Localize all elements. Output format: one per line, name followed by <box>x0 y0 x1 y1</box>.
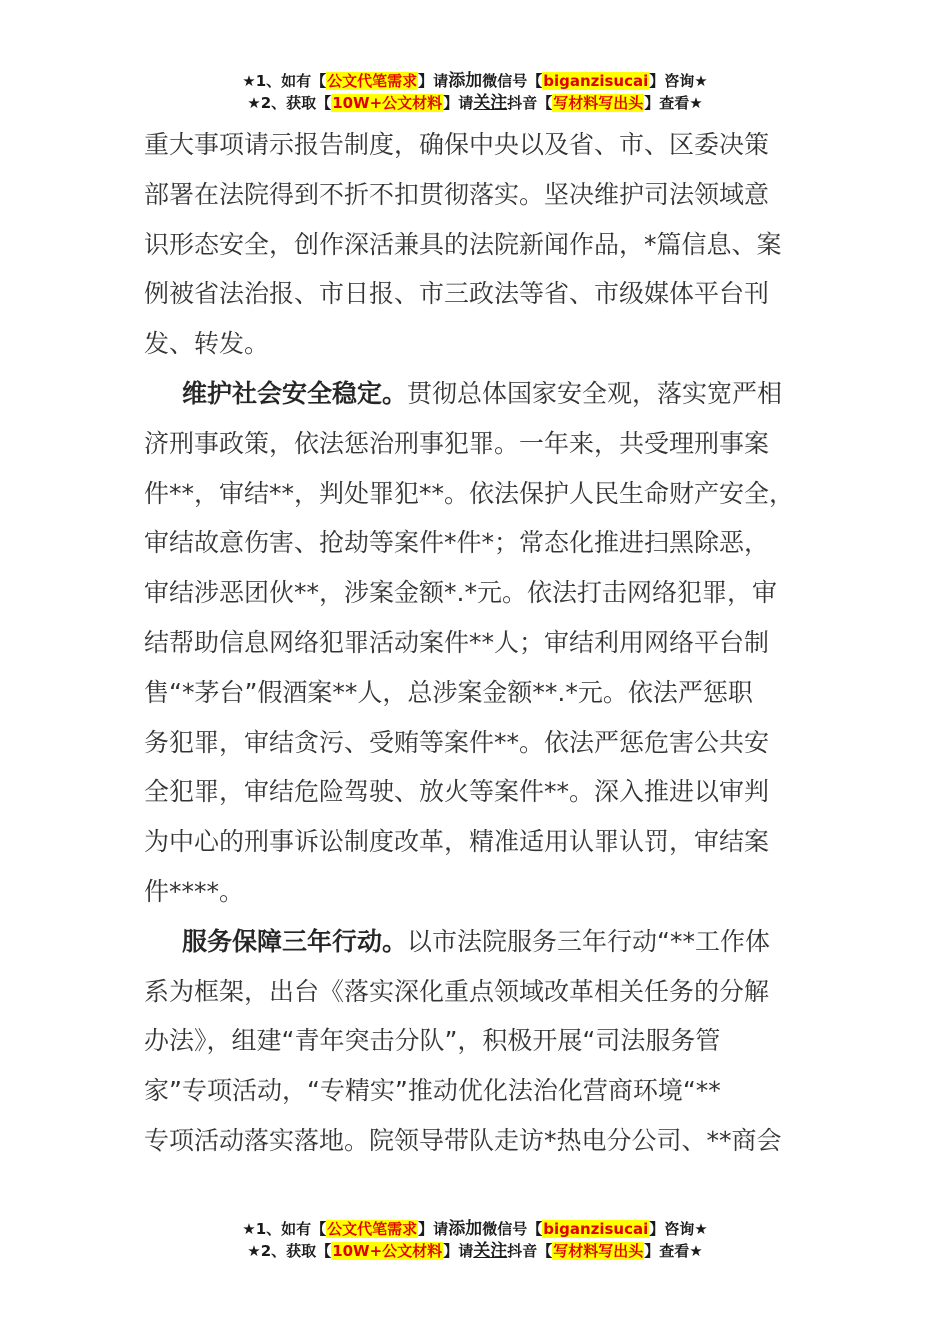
text-line: 专项活动落实落地。院领导带队走访*热电分公司、**商会 <box>144 1125 782 1155</box>
text-line: 件****。 <box>144 876 245 906</box>
text-line: 审结故意伤害、抢劫等案件*件*；常态化推进扫黑除恶， <box>144 528 770 558</box>
banner-text: 】咨询★ <box>649 72 708 90</box>
banner-text: ★2、获取【 <box>247 94 332 112</box>
banner-text: 】请 <box>443 1242 474 1260</box>
paragraph-2 <box>144 369 834 917</box>
text-line <box>144 369 834 419</box>
banner-line-2 <box>0 92 950 114</box>
banner-text: ★1、如有【 <box>242 1220 327 1238</box>
text-line: 办法》，组建“青年突击分队”，积极开展“司法服务管 <box>144 1026 721 1056</box>
text-line: 济刑事政策，依法惩治刑事犯罪。一年来，共受理刑事案 <box>144 428 770 458</box>
footer-banner <box>0 1218 950 1262</box>
text-line: 部署在法院得到不折不扣贯彻落实。坚决维护司法领域意 <box>144 179 770 209</box>
text-line: 全犯罪，审结危险驾驶、放火等案件**。深入推进以审判 <box>144 777 770 807</box>
banner-text: 】查看★ <box>644 1242 703 1260</box>
text-line <box>144 917 834 967</box>
text-line: 务犯罪，审结贪污、受贿等案件**。依法严惩危害公共安 <box>144 727 770 757</box>
text-line: 结帮助信息网络犯罪活动案件**人；审结利用网络平台制 <box>144 627 770 657</box>
highlight-materials: 10W+公文材料 <box>332 94 443 112</box>
highlight-douyin-account: 写材料写出头 <box>553 94 644 112</box>
banner-text: ★2、获取【 <box>247 1242 332 1260</box>
banner-text: 微信号【 <box>482 1220 543 1238</box>
banner-text: 】请 <box>418 1220 449 1238</box>
highlight-service: 公文代笔需求 <box>327 72 418 90</box>
banner-text: 微信号【 <box>482 72 543 90</box>
text-line: 重大事项请示报告制度，确保中央以及省、市、区委决策 <box>144 130 770 159</box>
section-heading: 维护社会安全稳定。 <box>182 378 408 408</box>
banner-emphasis: 添加 <box>448 1219 483 1239</box>
text-line: 售“*茅台”假酒案**人，总涉案金额**.*元。依法严惩职 <box>144 677 753 707</box>
banner-emphasis: 关注 <box>473 93 508 113</box>
banner-text: 抖音【 <box>507 1242 553 1260</box>
text-line: 审结涉恶团伙**，涉案金额*.*元。依法打击网络犯罪，审 <box>144 578 777 608</box>
document-body <box>144 120 834 1166</box>
text-line: 系为框架，出台《落实深化重点领域改革相关任务的分解 <box>144 976 770 1006</box>
text-line: 发、转发。 <box>144 329 270 359</box>
highlight-wechat-id: biganzisucai <box>543 72 649 90</box>
banner-emphasis: 关注 <box>473 1241 508 1261</box>
banner-text: ★1、如有【 <box>242 72 327 90</box>
paragraph-1 <box>144 120 834 369</box>
banner-text: 抖音【 <box>507 94 553 112</box>
text-line: 识形态安全，创作深活兼具的法院新闻作品，*篇信息、案 <box>144 229 782 259</box>
banner-line-1 <box>0 1218 950 1240</box>
text-line: 家”专项活动，“专精实”推动优化法治化营商环境“** <box>144 1076 721 1106</box>
text-line: 件**，审结**，判处罪犯**。依法保护人民生命财产安全， <box>144 478 795 508</box>
highlight-douyin-account: 写材料写出头 <box>553 1242 644 1260</box>
banner-text: 】请 <box>443 94 474 112</box>
section-heading: 服务保障三年行动。 <box>182 926 408 956</box>
banner-text: 】请 <box>418 72 449 90</box>
banner-emphasis: 添加 <box>448 71 483 91</box>
paragraph-3 <box>144 917 834 1166</box>
highlight-service: 公文代笔需求 <box>327 1220 418 1238</box>
banner-line-2 <box>0 1240 950 1262</box>
banner-text: 】咨询★ <box>649 1220 708 1238</box>
banner-line-1 <box>0 70 950 92</box>
text-span: 以市法院服务三年行动“**工作体 <box>407 926 770 956</box>
text-line: 例被省法治报、市日报、市三政法等省、市级媒体平台刊 <box>144 279 770 309</box>
highlight-materials: 10W+公文材料 <box>332 1242 443 1260</box>
header-banner <box>0 70 950 114</box>
highlight-wechat-id: biganzisucai <box>543 1220 649 1238</box>
banner-text: 】查看★ <box>644 94 703 112</box>
text-span: 贯彻总体国家安全观，落实宽严相 <box>407 378 783 408</box>
text-line: 为中心的刑事诉讼制度改革，精准适用认罪认罚，审结案 <box>144 827 770 857</box>
